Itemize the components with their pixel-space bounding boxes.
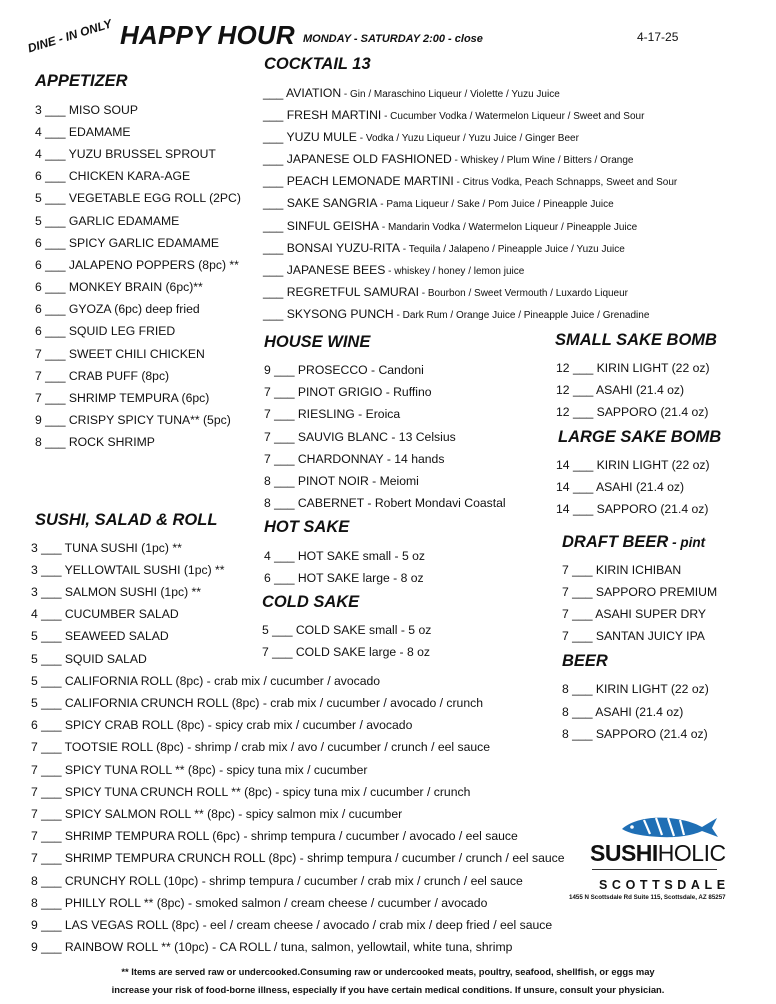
list-item: 3 ___ TUNA SUSHI (1pc) ** — [31, 541, 182, 555]
cocktail-name: ___ JAPANESE BEES — [263, 263, 386, 277]
list-item: 7 ___ CRAB PUFF (8pc) — [35, 369, 170, 383]
list-item: 7 ___ SHRIMP TEMPURA CRUNCH ROLL (8pc) - shrimp tempura / cucumber / crunch / eel sauce — [31, 851, 565, 865]
list-item: 7 ___ SPICY SALMON ROLL ** (8pc) - spicy salmon mix / cucumber — [31, 807, 403, 821]
list-item: 12 ___ KIRIN LIGHT (22 oz) — [556, 361, 710, 375]
list-item: 7 ___ PINOT GRIGIO - Ruffino — [264, 385, 432, 399]
list-item — [263, 86, 560, 102]
cocktail-description: - Vodka / Yuzu Liqueur / Yuzu Juice / Ginger Beer — [356, 133, 579, 144]
cocktail-description: - Pama Liqueur / Sake / Pom Juice / Pineapple Juice — [377, 199, 614, 210]
list-item: 7 ___ SPICY TUNA CRUNCH ROLL ** (8pc) - spicy tuna mix / cucumber / crunch — [31, 785, 471, 799]
list-item: 9 ___ PROSECCO - Candoni — [264, 363, 424, 377]
list-item: 6 ___ GYOZA (6pc) deep fried — [35, 302, 200, 316]
list-item: 8 ___ ASAHI (21.4 oz) — [562, 705, 684, 719]
list-item: 6 ___ MONKEY BRAIN (6pc)** — [35, 280, 203, 294]
cocktail-description: - Whiskey / Plum Wine / Bitters / Orange — [451, 155, 634, 166]
list-item: 9 ___ CRISPY SPICY TUNA** (5pc) — [35, 413, 231, 427]
list-item: 6 ___ SPICY CRAB ROLL (8pc) - spicy crab mix / cucumber / avocado — [31, 718, 413, 732]
list-item: 8 ___ SAPPORO (21.4 oz) — [562, 727, 708, 741]
logo-divider — [592, 869, 717, 870]
list-item: 5 ___ GARLIC EDAMAME — [35, 214, 180, 228]
list-item: 3 ___ SALMON SUSHI (1pc) ** — [31, 585, 202, 599]
raw-food-disclaimer-line-1: ** Items are served raw or undercooked.Consuming raw or undercooked meats, poultry, seafood, shellfish, or eggs may — [121, 966, 655, 977]
logo-wordmark-light: HOLIC — [657, 840, 726, 866]
list-item — [263, 307, 649, 323]
cocktail-name: ___ PEACH LEMONADE MARTINI — [263, 174, 454, 188]
appetizer-heading: APPETIZER — [35, 72, 128, 90]
list-item: 4 ___ HOT SAKE small - 5 oz — [264, 549, 425, 563]
list-item: 4 ___ EDAMAME — [35, 125, 131, 139]
list-item: 7 ___ SWEET CHILI CHICKEN — [35, 347, 205, 361]
list-item: 7 ___ SHRIMP TEMPURA (6pc) — [35, 391, 210, 405]
list-item: 5 ___ CALIFORNIA CRUNCH ROLL (8pc) - crab mix / cucumber / avocado / crunch — [31, 696, 483, 710]
logo-city: SCOTTSDALE — [599, 878, 730, 892]
list-item: 7 ___ SANTAN JUICY IPA — [562, 629, 705, 643]
cocktail-description: - whiskey / honey / lemon juice — [385, 266, 525, 277]
list-item: 7 ___ CHARDONNAY - 14 hands — [264, 452, 445, 466]
page-title: HAPPY HOUR — [120, 20, 295, 50]
cocktail-description: - Citrus Vodka, Peach Schnapps, Sweet and Sour — [453, 177, 678, 188]
logo-wordmark-bold: SUSHI — [590, 840, 658, 866]
list-item — [263, 263, 524, 279]
list-item — [263, 108, 644, 124]
list-item: 8 ___ KIRIN LIGHT (22 oz) — [562, 682, 709, 696]
dine-in-only-label: DINE - IN ONLY — [26, 16, 114, 56]
cocktail-description: - Cucumber Vodka / Watermelon Liqueur / Sweet and Sour — [381, 111, 645, 122]
restaurant-address: 1455 N Scottsdale Rd Suite 115, Scottsdale, AZ 85257 — [569, 894, 726, 901]
list-item: 14 ___ ASAHI (21.4 oz) — [556, 480, 685, 494]
list-item: 6 ___ SPICY GARLIC EDAMAME — [35, 236, 220, 250]
list-item: 7 ___ SHRIMP TEMPURA ROLL (6pc) - shrimp tempura / cucumber / avocado / eel sauce — [31, 829, 518, 843]
list-item: 6 ___ SQUID LEG FRIED — [35, 324, 176, 338]
hours-label: MONDAY - SATURDAY 2:00 - close — [303, 33, 483, 45]
beer-heading: BEER — [562, 652, 608, 670]
list-item: 5 ___ COLD SAKE small - 5 oz — [262, 623, 432, 637]
cocktail-name: ___ SINFUL GEISHA — [263, 219, 380, 233]
hot-sake-heading: HOT SAKE — [264, 518, 350, 536]
list-item: 3 ___ MISO SOUP — [35, 103, 138, 117]
list-item: 5 ___ VEGETABLE EGG ROLL (2PC) — [35, 191, 241, 205]
raw-food-disclaimer-line-2: increase your risk of food-borne illness, especially if you have certain medical conditions. If unsure, consult your physician. — [111, 984, 665, 995]
cocktail-name: ___ AVIATION — [263, 86, 342, 100]
cocktail-name: ___ JAPANESE OLD FASHIONED — [263, 152, 452, 166]
cocktail-description: - Mandarin Vodka / Watermelon Liqueur / Pineapple Juice — [379, 222, 638, 233]
list-item — [263, 241, 625, 257]
cocktail-description: - Bourbon / Sweet Vermouth / Luxardo Liqueur — [419, 288, 629, 299]
list-item: 8 ___ PHILLY ROLL ** (8pc) - smoked salmon / cream cheese / cucumber / avocado — [31, 896, 488, 910]
list-item: 8 ___ CRUNCHY ROLL (10pc) - shrimp tempura / cucumber / crab mix / crunch / eel sauce — [31, 874, 523, 888]
house-wine-heading: HOUSE WINE — [264, 333, 371, 351]
list-item: 5 ___ SEAWEED SALAD — [31, 629, 169, 643]
list-item — [263, 196, 614, 212]
list-item: 3 ___ YELLOWTAIL SUSHI (1pc) ** — [31, 563, 225, 577]
fish-icon — [620, 814, 720, 840]
list-item: 7 ___ SAPPORO PREMIUM — [562, 585, 718, 599]
list-item — [263, 219, 637, 235]
sushi-salad-roll-heading: SUSHI, SALAD & ROLL — [35, 511, 218, 529]
list-item — [263, 174, 677, 190]
list-item: 4 ___ YUZU BRUSSEL SPROUT — [35, 147, 216, 161]
cold-sake-heading: COLD SAKE — [262, 593, 360, 611]
list-item: 5 ___ SQUID SALAD — [31, 652, 147, 666]
list-item: 8 ___ PINOT NOIR - Meiomi — [264, 474, 419, 488]
draft-beer-heading — [562, 533, 705, 552]
list-item: 7 ___ KIRIN ICHIBAN — [562, 563, 682, 577]
list-item — [263, 285, 628, 301]
list-item: 7 ___ COLD SAKE large - 8 oz — [262, 645, 431, 659]
list-item: 5 ___ CALIFORNIA ROLL (8pc) - crab mix / cucumber / avocado — [31, 674, 381, 688]
cocktail-name: ___ SAKE SANGRIA — [263, 196, 378, 210]
cocktail-name: ___ REGRETFUL SAMURAI — [263, 285, 419, 299]
list-item — [263, 130, 579, 146]
list-item: 7 ___ SPICY TUNA ROLL ** (8pc) - spicy tuna mix / cucumber — [31, 763, 368, 777]
list-item: 12 ___ ASAHI (21.4 oz) — [556, 383, 685, 397]
list-item: 9 ___ RAINBOW ROLL ** (10pc) - CA ROLL / tuna, salmon, yellowtail, white tuna, shrimp — [31, 940, 513, 954]
list-item: 12 ___ SAPPORO (21.4 oz) — [556, 405, 709, 419]
list-item — [263, 152, 633, 168]
cocktail-description: - Tequila / Jalapeno / Pineapple Juice / Yuzu Juice — [400, 244, 625, 255]
list-item: 4 ___ CUCUMBER SALAD — [31, 607, 179, 621]
cocktail-name: ___ YUZU MULE — [263, 130, 357, 144]
list-item: 6 ___ HOT SAKE large - 8 oz — [264, 571, 424, 585]
list-item: 8 ___ CABERNET - Robert Mondavi Coastal — [264, 496, 506, 510]
cocktail-description: - Gin / Maraschino Liqueur / Violette / Yuzu Juice — [341, 89, 560, 100]
list-item: 14 ___ SAPPORO (21.4 oz) — [556, 502, 709, 516]
draft-beer-suffix: - pint — [668, 535, 706, 550]
cocktail-name: ___ BONSAI YUZU-RITA — [263, 241, 401, 255]
draft-beer-title: DRAFT BEER — [562, 533, 669, 551]
list-item: 8 ___ ROCK SHRIMP — [35, 435, 155, 449]
large-sake-bomb-heading: LARGE SAKE BOMB — [558, 428, 722, 446]
list-item: 7 ___ TOOTSIE ROLL (8pc) - shrimp / crab mix / avo / cucumber / crunch / eel sauce — [31, 740, 491, 754]
list-item: 9 ___ LAS VEGAS ROLL (8pc) - eel / cream cheese / avocado / crab mix / deep fried / eel sauce — [31, 918, 553, 932]
list-item: 6 ___ CHICKEN KARA-AGE — [35, 169, 191, 183]
list-item: 14 ___ KIRIN LIGHT (22 oz) — [556, 458, 710, 472]
list-item: 7 ___ ASAHI SUPER DRY — [562, 607, 707, 621]
cocktail-name: ___ SKYSONG PUNCH — [263, 307, 394, 321]
small-sake-bomb-heading: SMALL SAKE BOMB — [555, 331, 717, 349]
list-item: 6 ___ JALAPENO POPPERS (8pc) ** — [35, 258, 239, 272]
logo-wordmark — [590, 840, 726, 867]
cocktail-name: ___ FRESH MARTINI — [263, 108, 382, 122]
list-item: 7 ___ RIESLING - Eroica — [264, 407, 401, 421]
cocktail-description: - Dark Rum / Orange Juice / Pineapple Juice / Grenadine — [393, 310, 650, 321]
list-item: 7 ___ SAUVIG BLANC - 13 Celsius — [264, 430, 456, 444]
menu-date: 4-17-25 — [637, 30, 679, 44]
cocktail-heading: COCKTAIL 13 — [264, 55, 371, 73]
